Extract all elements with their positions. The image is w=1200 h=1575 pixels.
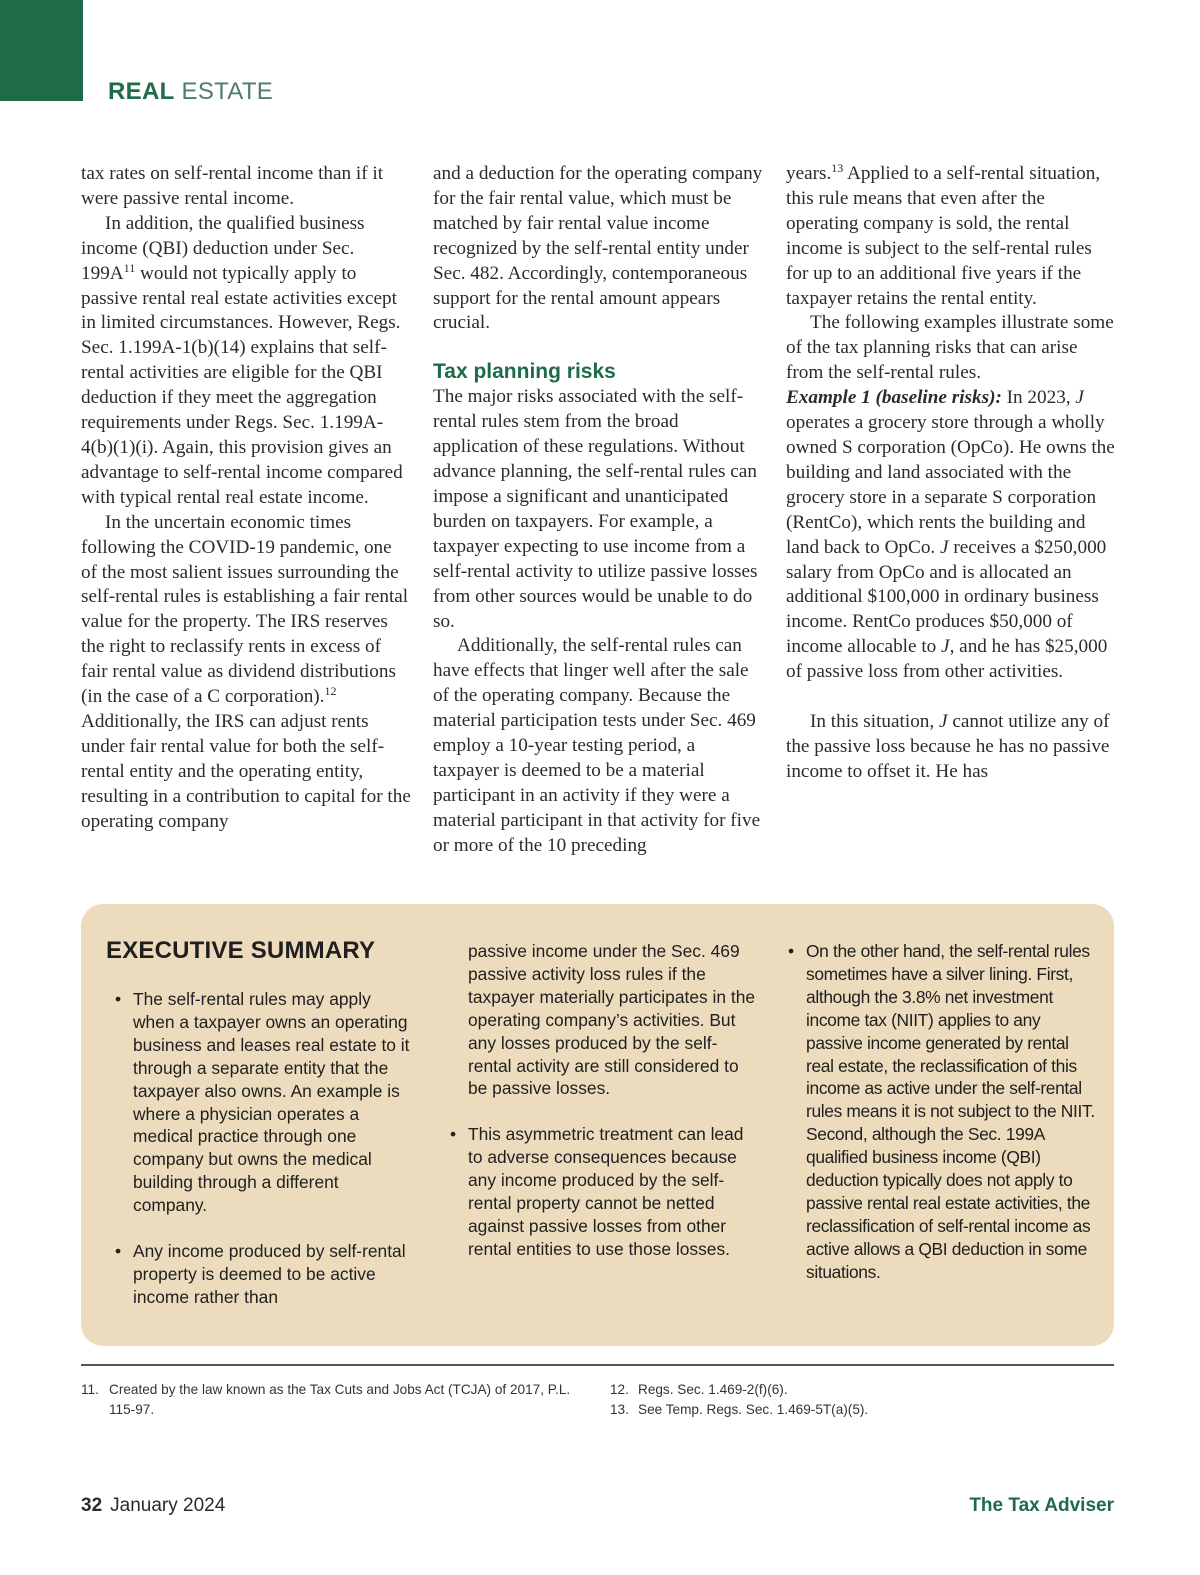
summary-column-3 [786,940,1096,1306]
footnote-ref: 11 [123,260,136,275]
paragraph: In addition, the qualified business income (QBI) deduction under Sec. $199A^{11}$ would not typically apply to passive rental real estate activities except in limited circumstances. However, Regs. Sec. 1.199A-1(b)(14) explains that self-rental activities are eligible for the QBI deduction if they meet the aggregation requirements under Regs. Sec. 1.199A-4(b)(1)(i). Again, this provision gives an advantage to self-rental income compared with typical rental real estate income. [81,212,403,508]
paragraph: The following examples illustrate some of the tax planning risks that can arise from the self-rental rules. [786,312,1114,384]
paragraph: In this situation, J cannot utilize any of the passive loss because he has no passive income to offset it. He has [786,710,1110,782]
executive-summary-title: EXECUTIVE SUMMARY [106,937,376,964]
page-number: 32 [81,1495,103,1516]
paragraph: Additionally, the self-rental rules can have effects that linger well after the sale of the operating company. Because the material participation tests under Sec. 469 employ a 10-year testing period, a taxpayer is deemed to be a material participant in an activity if they were a material participant in that activity for five or more of the 10 preceding [433,635,761,856]
article-column-3 [786,162,1116,785]
footnote-11: 11. Created by the law known as the Tax Cuts and Jobs Act (TCJA) of 2017, P.L. 115-97. [81,1382,571,1417]
footnotes-right [610,1380,1110,1420]
footnote-ref: 12 [324,684,337,699]
header-color-block [0,0,83,101]
summary-bullet: • Any income produced by self-rental property is deemed to be active income rather than [113,1240,413,1309]
footnote-ref: 13 [831,161,844,175]
footnote-12: 12. Regs. Sec. 1.469-2(f)(6). [610,1382,788,1397]
summary-column-1 [113,988,413,1332]
article-column-1 [81,162,411,834]
example-1: Example 1 (baseline risks): In 2023, J operates a grocery store through a wholly owned S corporation (OpCo). He owns the building and land associated with the grocery store in a separate S corporation (RentCo), which rents the building and land back to OpCo. J receives a $250,000 salary from OpCo and is allocated an additional $100,000 in ordinary business income. RentCo produces $50,000 of income allocable to J, and he has $25,000 of passive loss from other activities. [786,387,1115,683]
issue-date: January 2024 [110,1495,226,1516]
paragraph: and a deduction for the operating company for the fair rental value, which must be matched by fair rental value income recognized by the self-rental entity under Sec. 482. Accordingly, contemporaneous support for the rental amount appears crucial. [433,163,763,334]
summary-bullet-continued: passive income under the Sec. 469 passive activity loss rules if the taxpayer materially participates in the operating company’s activities. But any losses produced by the self-rental activity are still considered to be passive losses. [468,941,756,1099]
section-header-bold: REAL [108,78,175,105]
footnote-divider [81,1364,1114,1366]
example-label: Example 1 (baseline risks): [786,387,1002,409]
summary-bullet: • On the other hand, the self-rental rules sometimes have a silver lining. First, although the 3.8% net investment income tax (NIIT) applies to any passive income generated by rental real estate, the reclassification of this income as active under the self-rental rules means it is not subject to the NIIT. Second, although the Sec. 199A qualified business income (QBI) deduction typically does not apply to passive rental real estate activities, the reclassification of self-rental income as active allows a QBI deduction in some situations. [786,940,1096,1284]
executive-summary-box [81,904,1114,1346]
section-header-light: ESTATE [181,78,274,105]
summary-bullet: • This asymmetric treatment can lead to adverse consequences because any income produced by the self-rental property cannot be netted against passive losses from other rental entities to use those losses. [448,1123,758,1260]
article-column-2 [433,162,765,859]
paragraph: years.$^{13}$ Applied to a self-rental situation, this rule means that even after the operating company is sold, the rental income is subject to the self-rental rules for up to an additional five years if the taxpayer retains the rental entity. [786,161,1101,309]
page-footer-left [81,1494,225,1518]
paragraph: tax rates on self-rental income than if it were passive rental income. [81,163,384,209]
section-header [108,78,273,106]
paragraph: The major risks associated with the self-rental rules stem from the broad application of these regulations. Without advance planning, the self-rental rules can impose a significant and unanticipated burden on taxpayers. For example, a taxpayer expecting to use income from a self-rental activity to utilize passive losses from other sources would be unable to do so. [433,386,758,632]
summary-column-2 [448,940,758,1284]
subheading-tax-planning-risks: Tax planning risks [433,360,616,384]
footnote-13: 13. See Temp. Regs. Sec. 1.469-5T(a)(5). [610,1402,869,1417]
summary-bullet: • The self-rental rules may apply when a taxpayer owns an operating business and leases real estate to it through a separate entity that the taxpayer also owns. An example is where a physician operates a medical practice through one company but owns the medical building through a different company. [113,988,413,1217]
publication-name: The Tax Adviser [969,1495,1114,1516]
paragraph: In the uncertain economic times following the COVID-19 pandemic, one of the most salient issues surrounding the self-rental rules is establishing a fair rental value for the property. The IRS reserves the right to reclassify rents in excess of fair rental value as dividend distributions (in the case of a C corporation).$^{12}$ Additionally, the IRS can adjust rents under fair rental value for both the self-rental entity and the operating entity, resulting in a contribution to capital for the operating company [81,511,411,832]
footnotes-left [81,1380,581,1420]
